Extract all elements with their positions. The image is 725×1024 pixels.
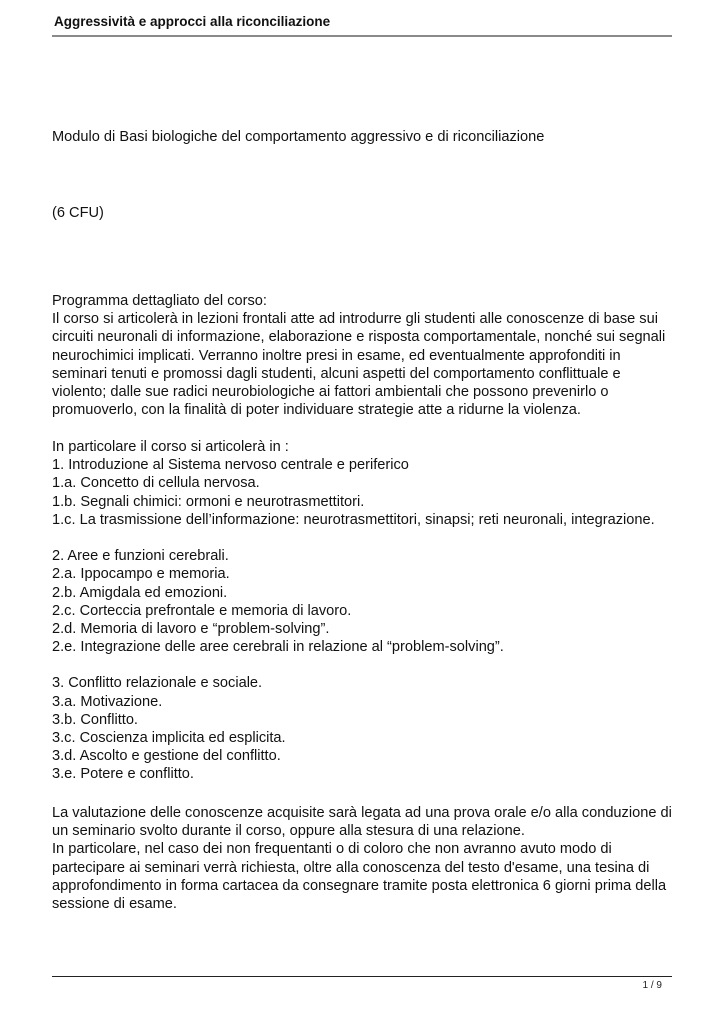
footer-divider	[52, 976, 672, 977]
evaluation-line: partecipare ai seminari verrà richiesta, oltre alla conoscenza del testo d'esame, una tesina di	[52, 859, 650, 876]
program-line: violento; dalle sue radici neurobiologiche ai fattori ambientali che possono prevenirlo o	[52, 383, 609, 400]
outline-intro: In particolare il corso si articolerà in :	[52, 439, 289, 455]
evaluation-line: La valutazione delle conoscenze acquisite sarà legata ad una prova orale e/o alla conduzione di	[52, 805, 672, 821]
program-line: promuoverlo, con la finalità di poter individuare strategie atte a ridurne la violenza.	[52, 402, 581, 419]
evaluation-paragraph	[52, 804, 682, 913]
program-line: neurochimici implicati. Verranno inoltre presi in esame, ed eventualmente approfonditi in	[52, 347, 621, 364]
outline-item: 3.b. Conflitto.	[52, 711, 138, 728]
evaluation-line: In particolare, nel caso dei non frequentanti o di coloro che non avranno avuto modo di	[52, 841, 612, 858]
credits	[52, 204, 682, 222]
evaluation-line: approfondimento in forma cartacea da consegnare tramite posta elettronica 6 giorni prima della	[52, 877, 667, 894]
course-outline	[52, 438, 682, 784]
outline-item: 1.c. La trasmissione dell’informazione: neurotrasmettitori, sinapsi; reti neuronali, integrazione.	[52, 511, 655, 528]
evaluation-line: un seminario svolto durante il corso, oppure alla stesura di una relazione.	[52, 823, 525, 840]
module-title	[52, 128, 682, 146]
section-2-title: 2. Aree e funzioni cerebrali.	[52, 548, 229, 565]
outline-item: 1.a. Concetto di cellula nervosa.	[52, 475, 260, 492]
credits-text: (6 CFU)	[52, 205, 104, 221]
module-title-text: Modulo di Basi biologiche del comportamento aggressivo e di riconciliazione	[52, 129, 545, 145]
page-number: 1 / 9	[642, 980, 662, 991]
program-line: seminari tenuti e promossi dagli studenti, alcuni aspetti del comportamento conflittuale e	[52, 365, 621, 382]
outline-item: 2.b. Amigdala ed emozioni.	[52, 584, 228, 601]
outline-item: 2.e. Integrazione delle aree cerebrali in relazione al “problem-solving”.	[52, 639, 504, 656]
outline-item: 3.c. Coscienza implicita ed esplicita.	[52, 730, 286, 746]
outline-item: 3.e. Potere e conflitto.	[52, 766, 194, 783]
outline-item: 2.a. Ippocampo e memoria.	[52, 566, 230, 583]
program-heading: Programma dettagliato del corso:	[52, 293, 267, 309]
header-title: Aggressività e approcci alla riconciliazione	[54, 14, 331, 29]
outline-item: 1.b. Segnali chimici: ormoni e neurotrasmettitori.	[52, 493, 365, 510]
section-3-title: 3. Conflitto relazionale e sociale.	[52, 675, 263, 692]
program-line: circuiti neuronali di informazione, elaborazione e risposta comportamentale, nonché sui segnali	[52, 329, 666, 346]
outline-item: 3.d. Ascolto e gestione del conflitto.	[52, 748, 281, 765]
program-line: Il corso si articolerà in lezioni frontali atte ad introdurre gli studenti alle conoscenze di base sui	[52, 311, 658, 328]
section-1-title: 1. Introduzione al Sistema nervoso centrale e periferico	[52, 457, 409, 474]
outline-item: 2.d. Memoria di lavoro e “problem-solving”.	[52, 620, 330, 637]
evaluation-line: sessione di esame.	[52, 895, 177, 912]
page-header	[52, 14, 672, 37]
outline-item: 2.c. Corteccia prefrontale e memoria di lavoro.	[52, 602, 352, 619]
outline-item: 3.a. Motivazione.	[52, 693, 163, 710]
program-description	[52, 292, 682, 419]
